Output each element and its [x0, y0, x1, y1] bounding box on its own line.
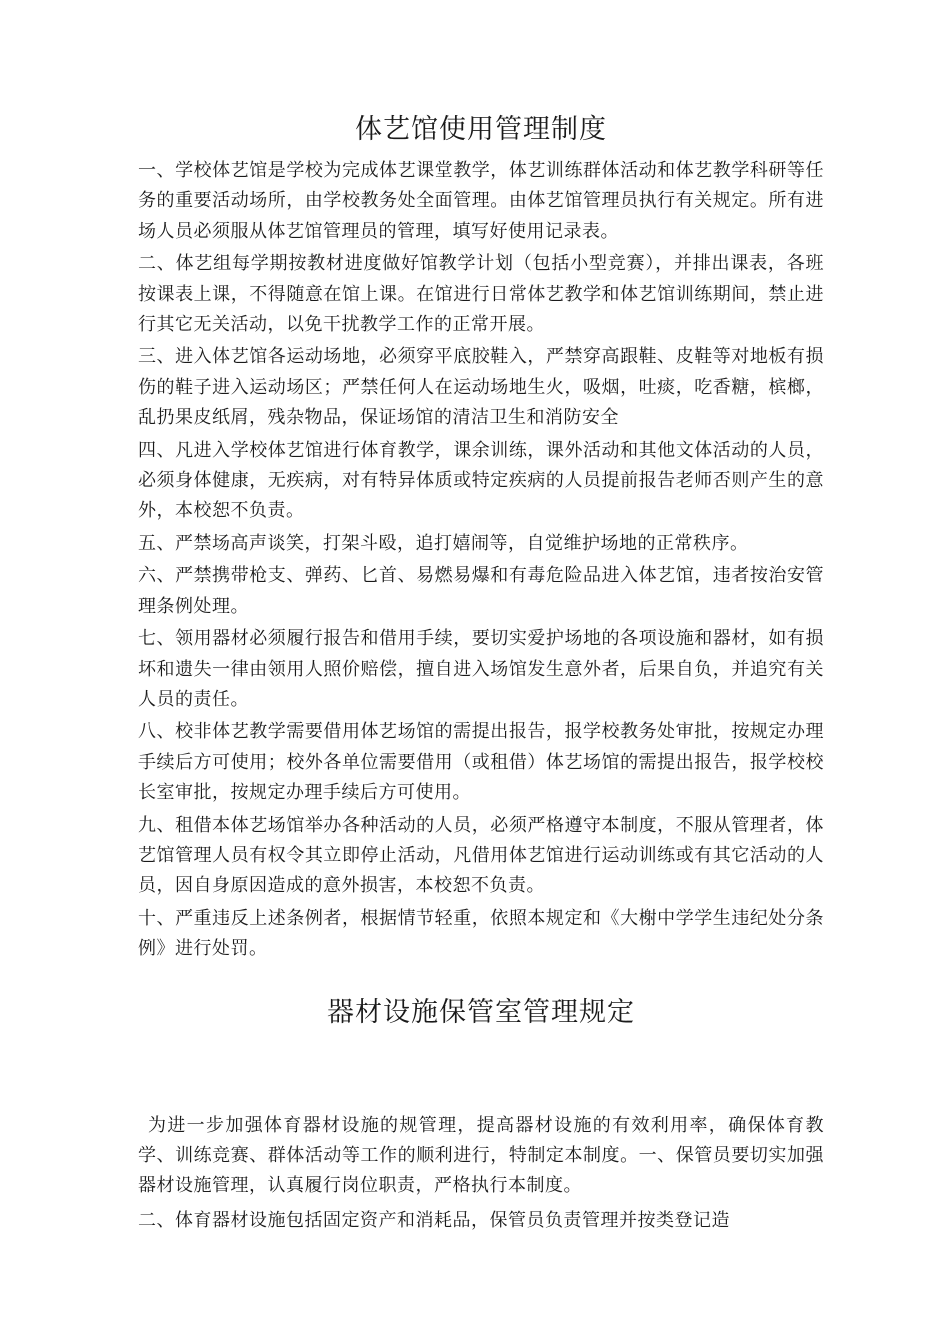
regulation-paragraph-3: 三、进入体艺馆各运动场地，必须穿平底胶鞋入，严禁穿高跟鞋、皮鞋等对地板有损伤的鞋子进入运动场区；严禁任何人在运动场地生火，吸烟，吐痰，吃香糖，槟榔，乱扔果皮纸屑，残杂物品，保证场馆的清洁卫生和消防安全: [138, 346, 824, 429]
section-title: 器材设施保管室管理规定: [327, 996, 635, 1028]
regulation-paragraph-5: 五、严禁场高声谈笑，打架斗殴，追打嬉闹等，自觉维护场地的正常秩序。: [138, 532, 749, 554]
regulation-paragraph-4: 四、凡进入学校体艺馆进行体育教学，课余训练，课外活动和其他文体活动的人员，必须身体健康，无疾病，对有特异体质或特定疾病的人员提前报告老师否则产生的意外，本校恕不负责。: [138, 439, 824, 522]
blank-space: [138, 1035, 824, 1111]
regulation-paragraph-9: 九、租借本体艺场馆举办各种活动的人员，必须严格遵守本制度，不服从管理者，体艺馆管理人员有权令其立即停止活动，凡借用体艺馆进行运动训练或有其它活动的人员，因自身原因造成的意外损害，本校恕不负责。: [138, 814, 824, 897]
document-page: [138, 108, 824, 1238]
document-title: 体艺馆使用管理制度: [355, 114, 607, 145]
section-intro-paragraph: 为进一步加强体育器材设施的规管理，提高器材设施的有效利用率，确保体育教学、训练竞赛、群体活动等工作的顺利进行，特制定本制度。一、保管员要切实加强器材设施管理，认真履行岗位职责，严格执行本制度。: [138, 1114, 824, 1197]
regulation-paragraph-2: 二、体艺组每学期按教材进度做好馆教学计划（包括小型竞赛），并排出课表，各班按课表上课，不得随意在馆上课。在馆进行日常体艺教学和体艺馆训练期间，禁止进行其它无关活动，以免干扰教学工作的正常开展。: [138, 253, 824, 336]
regulation-paragraph-7: 七、领用器材必须履行报告和借用手续，要切实爱护场地的各项设施和器材，如有损坏和遗失一律由领用人照价赔偿，擅自进入场馆发生意外者，后果自负，并追究有关人员的责任。: [138, 628, 824, 710]
regulation-paragraph-6: 六、严禁携带枪支、弹药、匕首、易燃易爆和有毒危险品进入体艺馆，违者按治安管理条例处理。: [138, 565, 824, 617]
regulation-paragraph-1: 一、学校体艺馆是学校为完成体艺课堂教学，体艺训练群体活动和体艺教学科研等任务的重要活动场所，由学校教务处全面管理。由体艺馆管理员执行有关规定。所有进场人员必须服从体艺馆管理员的管理，填写好使用记录表。: [138, 160, 824, 242]
section-paragraph-2: 二、体育器材设施包括固定资产和消耗品，保管员负责管理并按类登记造: [138, 1209, 730, 1231]
regulation-paragraph-8: 八、校非体艺教学需要借用体艺场馆的需提出报告，报学校教务处审批，按规定办理手续后方可使用；校外各单位需要借用（或租借）体艺场馆的需提出报告，报学校校长室审批，按规定办理手续后方可使用。: [138, 721, 824, 804]
regulation-paragraph-10: 十、严重违反上述条例者，根据情节轻重，依照本规定和《大榭中学学生违纪处分条例》进行处罚。: [138, 907, 824, 960]
